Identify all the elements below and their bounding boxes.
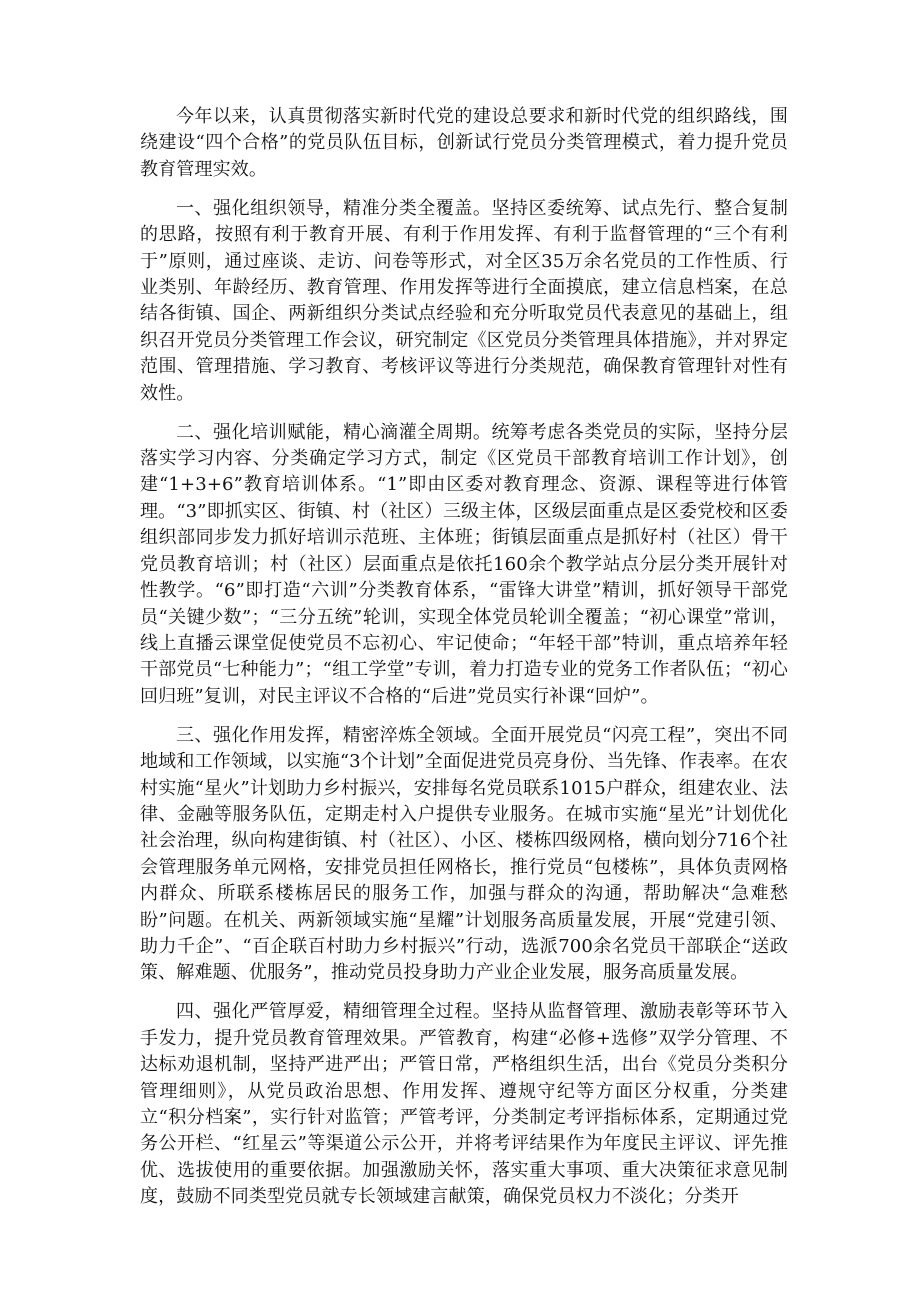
document-body: [140, 104, 788, 1223]
paragraph-section-3: 三、强化作用发挥，精密淬炼全领域。全面开展党员“闪亮工程”，突出不同地域和工作领域，以实施“3个计划”全面促进党员亮身份、当先锋、作表率。在农村实施“星火”计划助力乡村振兴，安排每名党员联系1015户群众，组建农业、法律、金融等服务队伍，定期走村入户提供专业服务。在城市实施“星光”计划优化社会治理，纵向构建街镇、村（社区）、小区、楼栋四级网格，横向划分716个社会管理服务单元网格，安排党员担任网格长，推行党员“包楼栋”，具体负责网格内群众、所联系楼栋居民的服务工作，加强与群众的沟通，帮助解决“急难愁盼”问题。在机关、两新领域实施“星耀”计划服务高质量发展，开展“党建引领、助力千企”、“百企联百村助力乡村振兴”行动，选派700余名党员干部联企“送政策、解难题、优服务”，推动党员投身助力产业企业发展，服务高质量发展。: [140, 724, 788, 984]
paragraph-intro: 今年以来，认真贯彻落实新时代党的建设总要求和新时代党的组织路线，围绕建设“四个合格”的党员队伍目标，创新试行党员分类管理模式，着力提升党员教育管理实效。: [140, 106, 788, 180]
paragraph-section-4: 四、强化严管厚爱，精细管理全过程。坚持从监督管理、激励表彰等环节入手发力，提升党员教育管理效果。严管教育，构建“必修+选修”双学分管理、不达标劝退机制，坚持严进严出；严管日常，严格组织生活，出台《党员分类积分管理细则》，从党员政治思想、作用发挥、遵规守纪等方面区分权重，分类建立“积分档案”，实行针对监管；严管考评，分类制定考评指标体系，定期通过党务公开栏、“红星云”等渠道公示公开，并将考评结果作为年度民主评议、评先推优、选拔使用的重要依据。加强激励关怀，落实重大事项、重大决策征求意见制度，鼓励不同类型党员就专长领域建言献策，确保党员权力不淡化；分类开: [140, 1001, 788, 1208]
paragraph-section-1: 一、强化组织领导，精准分类全覆盖。坚持区委统筹、试点先行、整合复制的思路，按照有利于教育开展、有利于作用发挥、有利于监督管理的“三个有利于”原则，通过座谈、走访、问卷等形式，对全区35万余名党员的工作性质、行业类别、年龄经历、教育管理、作用发挥等进行全面摸底，建立信息档案，在总结各街镇、国企、两新组织分类试点经验和充分听取党员代表意见的基础上，组织召开党员分类管理工作会议，研究制定《区党员分类管理具体措施》，并对界定范围、管理措施、学习教育、考核评议等进行分类规范，确保教育管理针对性有效性。: [140, 197, 788, 404]
paragraph-section-2: 二、强化培训赋能，精心滴灌全周期。统筹考虑各类党员的实际，坚持分层落实学习内容、分类确定学习方式，制定《区党员干部教育培训工作计划》，创建“1+3+6”教育培训体系。“1”即由区委对教育理念、资源、课程等进行体管理。“3”即抓实区、街镇、村（社区）三级主体，区级层面重点是区委党校和区委组织部同步发力抓好培训示范班、主体班；街镇层面重点是抓好村（社区）骨干党员教育培训；村（社区）层面重点是依托160余个教学站点分层分类开展针对性教学。“6”即打造“六训”分类教育体系，“雷锋大讲堂”精训，抓好领导干部党员“关键少数”；“三分五统”轮训，实现全体党员轮训全覆盖；“初心课堂”常训，线上直播云课堂促使党员不忘初心、牢记使命；“年轻干部”特训，重点培养年轻干部党员“七种能力”；“组工学堂”专训，着力打造专业的党务工作者队伍；“初心回归班”复训，对民主评议不合格的“后进”党员实行补课“回炉”。: [140, 421, 788, 707]
